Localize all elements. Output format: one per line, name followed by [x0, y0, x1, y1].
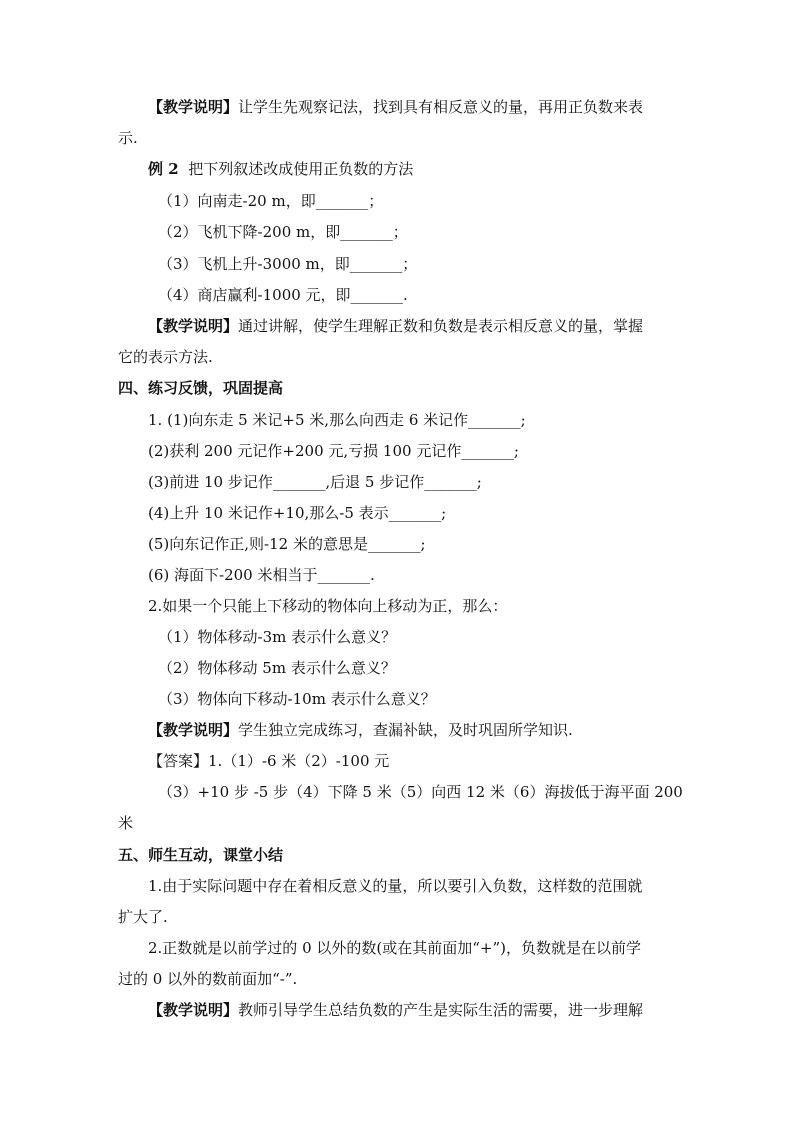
- answer-line-3: 米: [118, 814, 134, 832]
- teaching-note-4: [148, 1000, 643, 1020]
- exercise-item: (6) 海面下-200 米相当于_______.: [148, 566, 375, 584]
- answer-line-1: [148, 751, 389, 771]
- section-5-heading: 五、师生互动，课堂小结: [118, 846, 284, 864]
- answer-label: 【答案】: [148, 752, 209, 770]
- summary-1: 1.由于实际问题中存在着相反意义的量，所以要引入负数，这样数的范围就: [148, 877, 643, 895]
- example-text: 把下列叙述改成使用正负数的方法: [188, 160, 414, 178]
- exercise-item: 1. (1)向东走 5 米记+5 米,那么向西走 6 米记作_______;: [148, 411, 526, 429]
- summary-2: 2.正数就是以前学过的 0 以外的数(或在其前面加“+”)，负数就是在以前学: [148, 939, 642, 957]
- teaching-note-label: 【教学说明】: [148, 721, 239, 739]
- teaching-note-text: 学生独立完成练习，查漏补缺，及时巩固所学知识.: [238, 721, 573, 739]
- teaching-note-text: 教师引导学生总结负数的产生是实际生活的需要，进一步理解: [238, 1001, 644, 1019]
- example-item: （2）飞机下降-200 m，即_______；: [158, 223, 408, 241]
- teaching-note-text: 让学生先观察记法，找到具有相反意义的量，再用正负数来表: [238, 98, 644, 116]
- example-item: （3）飞机上升-3000 m，即_______；: [158, 255, 418, 273]
- question-2-intro: 2.如果一个只能上下移动的物体向上移动为正，那么：: [148, 597, 508, 615]
- exercise-item: (5)向东记作正,则-12 米的意思是_______;: [148, 535, 426, 553]
- exercise-item: (3)前进 10 步记作_______,后退 5 步记作_______;: [148, 473, 482, 491]
- answer-text: 1.（1）-6 米（2）-100 元: [208, 752, 390, 770]
- summary-2-cont: 过的 0 以外的数前面加“-”.: [118, 970, 298, 988]
- question-2-item: （2）物体移动 5m 表示什么意义？: [158, 659, 396, 677]
- example-2-title: [148, 159, 413, 179]
- teaching-note-1-cont: 示.: [118, 129, 138, 147]
- summary-1-cont: 扩大了.: [118, 908, 168, 926]
- example-item: （4）商店赢利-1000 元，即_______.: [158, 286, 408, 304]
- teaching-note-1: [148, 97, 643, 117]
- teaching-note-3: [148, 720, 573, 740]
- section-4-heading: 四、练习反馈，巩固提高: [118, 379, 284, 397]
- teaching-note-2: [148, 316, 643, 336]
- example-label: 例 2: [148, 160, 179, 178]
- teaching-note-label: 【教学说明】: [148, 1001, 239, 1019]
- teaching-note-label: 【教学说明】: [148, 98, 239, 116]
- question-2-item: （1）物体移动-3m 表示什么意义？: [158, 628, 397, 646]
- exercise-item: (4)上升 10 米记作+10,那么-5 表示_______;: [148, 504, 447, 522]
- teaching-note-label: 【教学说明】: [148, 317, 239, 335]
- exercise-item: (2)获利 200 元记作+200 元,亏损 100 元记作_______;: [148, 442, 519, 460]
- teaching-note-2-cont: 它的表示方法.: [118, 348, 213, 366]
- example-item: （1）向南走-20 m，即_______；: [158, 192, 384, 210]
- answer-line-2: （3）+10 步 -5 步（4）下降 5 米（5）向西 12 米（6）海拔低于海平面 200: [158, 783, 683, 801]
- teaching-note-text: 通过讲解，使学生理解正数和负数是表示相反意义的量，掌握: [238, 317, 644, 335]
- question-2-item: （3）物体向下移动-10m 表示什么意义？: [158, 690, 436, 708]
